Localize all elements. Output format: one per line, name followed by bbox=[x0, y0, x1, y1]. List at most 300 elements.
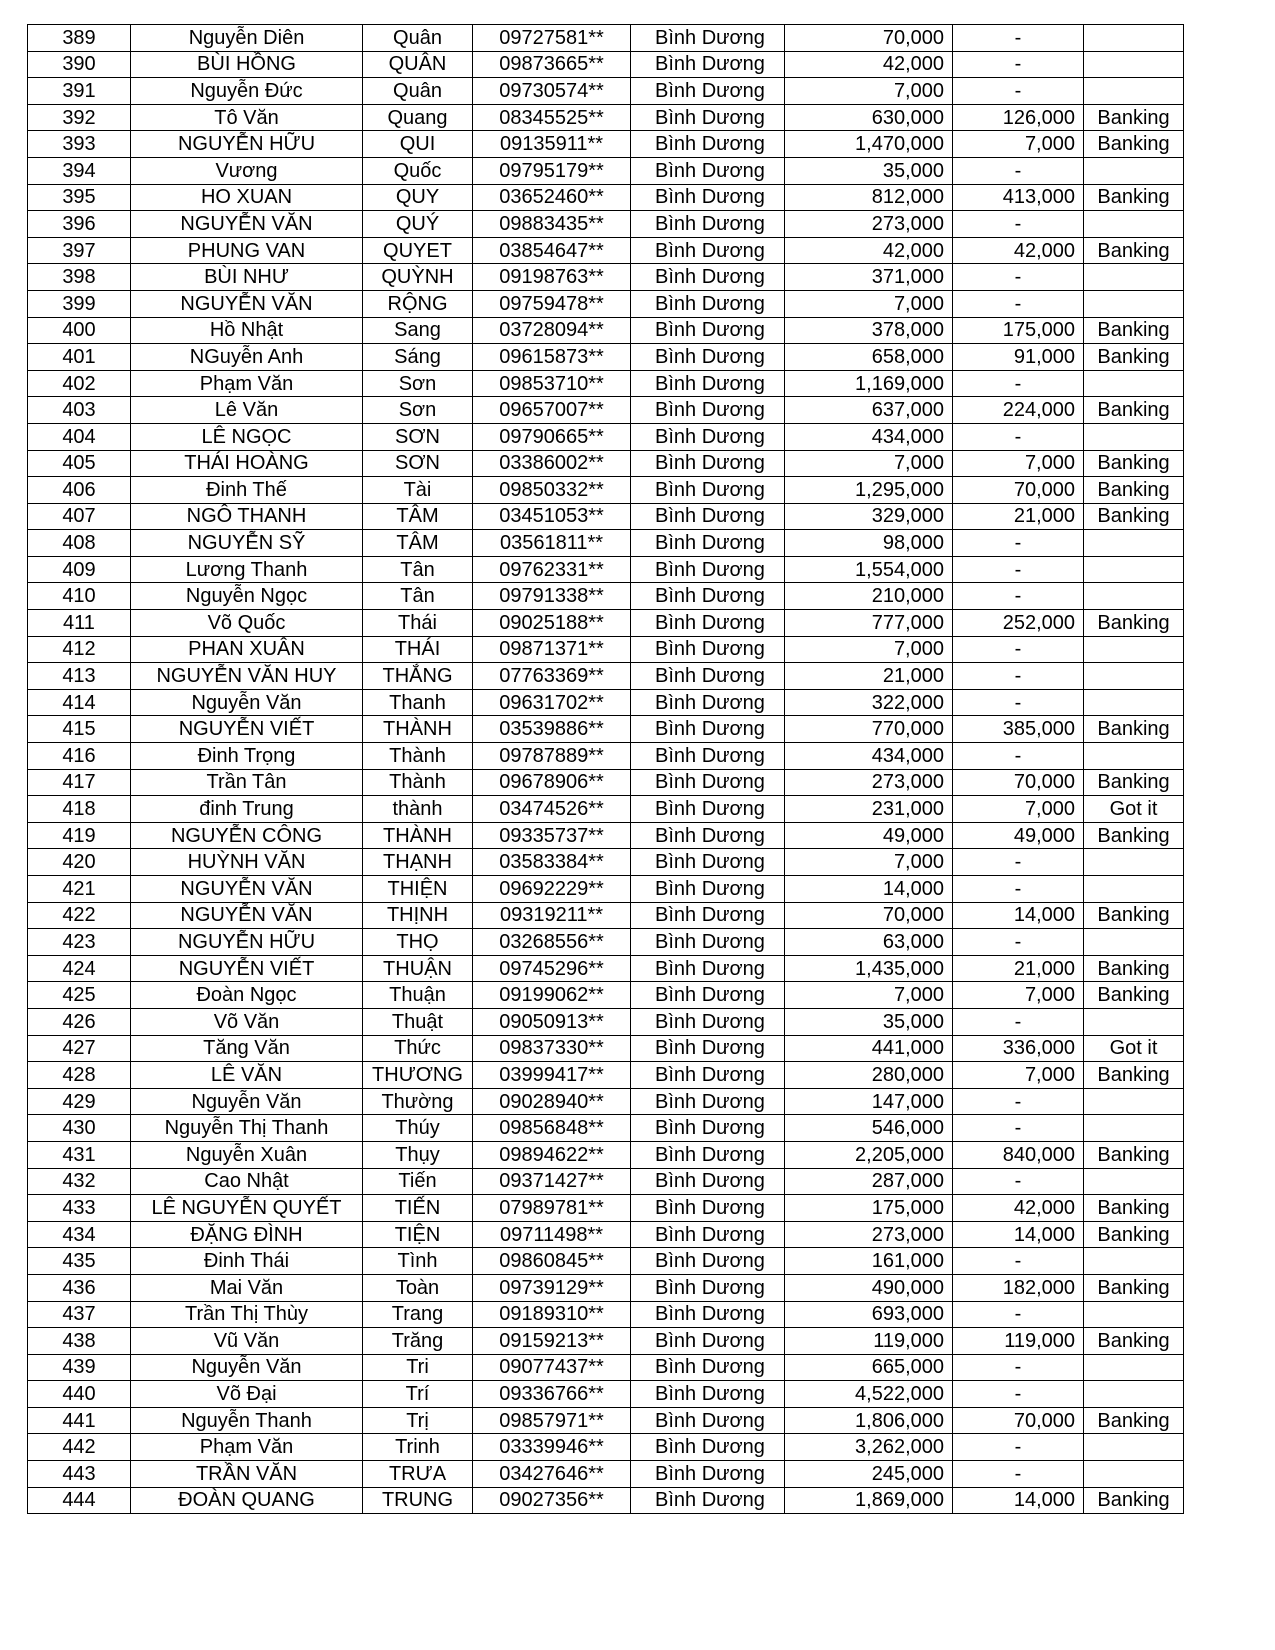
table-row bbox=[28, 1088, 1184, 1115]
phone-number-cell: 09336766** bbox=[473, 1381, 631, 1408]
payment-method-cell bbox=[1084, 876, 1184, 903]
table-row bbox=[28, 583, 1184, 610]
payment-method-cell: Banking bbox=[1084, 477, 1184, 504]
paid-amount-cell: - bbox=[953, 743, 1084, 770]
payment-method-cell: Banking bbox=[1084, 317, 1184, 344]
table-row bbox=[28, 849, 1184, 876]
table-row bbox=[28, 503, 1184, 530]
first-name-cell: thành bbox=[363, 796, 473, 823]
last-name-cell: Đoàn Ngọc bbox=[131, 982, 363, 1009]
last-name-cell: LÊ VĂN bbox=[131, 1062, 363, 1089]
province-cell: Bình Dương bbox=[631, 317, 785, 344]
last-name-cell: Cao Nhật bbox=[131, 1168, 363, 1195]
row-number-cell: 395 bbox=[28, 184, 131, 211]
row-number-cell: 442 bbox=[28, 1434, 131, 1461]
amount-cell: 329,000 bbox=[785, 503, 953, 530]
first-name-cell: Quân bbox=[363, 25, 473, 52]
amount-cell: 490,000 bbox=[785, 1274, 953, 1301]
payment-method-cell bbox=[1084, 423, 1184, 450]
province-cell: Bình Dương bbox=[631, 1461, 785, 1488]
row-number-cell: 398 bbox=[28, 264, 131, 291]
phone-number-cell: 09657007** bbox=[473, 397, 631, 424]
amount-cell: 7,000 bbox=[785, 290, 953, 317]
table-row bbox=[28, 929, 1184, 956]
payment-method-cell bbox=[1084, 1115, 1184, 1142]
province-cell: Bình Dương bbox=[631, 849, 785, 876]
amount-cell: 434,000 bbox=[785, 743, 953, 770]
table-row bbox=[28, 397, 1184, 424]
phone-number-cell: 09883435** bbox=[473, 211, 631, 238]
row-number-cell: 397 bbox=[28, 237, 131, 264]
payment-method-cell: Banking bbox=[1084, 1407, 1184, 1434]
first-name-cell: Tài bbox=[363, 477, 473, 504]
province-cell: Bình Dương bbox=[631, 1354, 785, 1381]
phone-number-cell: 08345525** bbox=[473, 104, 631, 131]
paid-amount-cell: 7,000 bbox=[953, 982, 1084, 1009]
province-cell: Bình Dương bbox=[631, 1221, 785, 1248]
first-name-cell: Thành bbox=[363, 743, 473, 770]
phone-number-cell: 09028940** bbox=[473, 1088, 631, 1115]
last-name-cell: Trần Tân bbox=[131, 769, 363, 796]
province-cell: Bình Dương bbox=[631, 1035, 785, 1062]
first-name-cell: THIỆN bbox=[363, 876, 473, 903]
phone-number-cell: 09077437** bbox=[473, 1354, 631, 1381]
last-name-cell: NGUYỄN VĂN HUY bbox=[131, 663, 363, 690]
phone-number-cell: 09745296** bbox=[473, 955, 631, 982]
province-cell: Bình Dương bbox=[631, 104, 785, 131]
amount-cell: 434,000 bbox=[785, 423, 953, 450]
last-name-cell: Mai Văn bbox=[131, 1274, 363, 1301]
last-name-cell: NGUYỄN VĂN bbox=[131, 290, 363, 317]
last-name-cell: LÊ NGUYỄN QUYẾT bbox=[131, 1195, 363, 1222]
amount-cell: 147,000 bbox=[785, 1088, 953, 1115]
amount-cell: 280,000 bbox=[785, 1062, 953, 1089]
table-row bbox=[28, 1434, 1184, 1461]
table-row bbox=[28, 184, 1184, 211]
first-name-cell: TÂM bbox=[363, 503, 473, 530]
amount-cell: 245,000 bbox=[785, 1461, 953, 1488]
row-number-cell: 394 bbox=[28, 157, 131, 184]
first-name-cell: THỊNH bbox=[363, 902, 473, 929]
amount-cell: 4,522,000 bbox=[785, 1381, 953, 1408]
table-row bbox=[28, 1461, 1184, 1488]
first-name-cell: Thúy bbox=[363, 1115, 473, 1142]
last-name-cell: NGUYỄN HỮU bbox=[131, 929, 363, 956]
province-cell: Bình Dương bbox=[631, 370, 785, 397]
payment-method-cell: Banking bbox=[1084, 1141, 1184, 1168]
row-number-cell: 414 bbox=[28, 689, 131, 716]
row-number-cell: 433 bbox=[28, 1195, 131, 1222]
province-cell: Bình Dương bbox=[631, 716, 785, 743]
province-cell: Bình Dương bbox=[631, 1274, 785, 1301]
last-name-cell: NGÔ THANH bbox=[131, 503, 363, 530]
first-name-cell: Thụy bbox=[363, 1141, 473, 1168]
phone-number-cell: 09050913** bbox=[473, 1008, 631, 1035]
row-number-cell: 437 bbox=[28, 1301, 131, 1328]
row-number-cell: 424 bbox=[28, 955, 131, 982]
first-name-cell: Trinh bbox=[363, 1434, 473, 1461]
province-cell: Bình Dương bbox=[631, 1168, 785, 1195]
paid-amount-cell: 21,000 bbox=[953, 503, 1084, 530]
payment-method-cell: Banking bbox=[1084, 131, 1184, 158]
payment-method-cell: Banking bbox=[1084, 982, 1184, 1009]
paid-amount-cell: - bbox=[953, 530, 1084, 557]
phone-number-cell: 09856848** bbox=[473, 1115, 631, 1142]
amount-cell: 273,000 bbox=[785, 1221, 953, 1248]
table-row bbox=[28, 1221, 1184, 1248]
row-number-cell: 399 bbox=[28, 290, 131, 317]
last-name-cell: Nguyễn Văn bbox=[131, 1354, 363, 1381]
payment-method-cell: Banking bbox=[1084, 344, 1184, 371]
table-row bbox=[28, 876, 1184, 903]
paid-amount-cell: 42,000 bbox=[953, 237, 1084, 264]
amount-cell: 7,000 bbox=[785, 78, 953, 105]
phone-number-cell: 09730574** bbox=[473, 78, 631, 105]
amount-cell: 7,000 bbox=[785, 450, 953, 477]
customer-table bbox=[27, 24, 1184, 1514]
last-name-cell: THÁI HOÀNG bbox=[131, 450, 363, 477]
last-name-cell: Phạm Văn bbox=[131, 370, 363, 397]
payment-method-cell bbox=[1084, 1434, 1184, 1461]
amount-cell: 378,000 bbox=[785, 317, 953, 344]
first-name-cell: TRUNG bbox=[363, 1487, 473, 1514]
payment-method-cell bbox=[1084, 264, 1184, 291]
row-number-cell: 444 bbox=[28, 1487, 131, 1514]
amount-cell: 42,000 bbox=[785, 237, 953, 264]
phone-number-cell: 03583384** bbox=[473, 849, 631, 876]
paid-amount-cell: 14,000 bbox=[953, 902, 1084, 929]
payment-method-cell: Got it bbox=[1084, 1035, 1184, 1062]
row-number-cell: 406 bbox=[28, 477, 131, 504]
phone-number-cell: 03451053** bbox=[473, 503, 631, 530]
province-cell: Bình Dương bbox=[631, 610, 785, 637]
first-name-cell: Thành bbox=[363, 769, 473, 796]
phone-number-cell: 09631702** bbox=[473, 689, 631, 716]
first-name-cell: TIẾN bbox=[363, 1195, 473, 1222]
last-name-cell: Vũ Văn bbox=[131, 1328, 363, 1355]
row-number-cell: 432 bbox=[28, 1168, 131, 1195]
last-name-cell: TRẦN VĂN bbox=[131, 1461, 363, 1488]
last-name-cell: Nguyễn Đức bbox=[131, 78, 363, 105]
table-row bbox=[28, 1487, 1184, 1514]
paid-amount-cell: 119,000 bbox=[953, 1328, 1084, 1355]
paid-amount-cell: - bbox=[953, 157, 1084, 184]
row-number-cell: 426 bbox=[28, 1008, 131, 1035]
paid-amount-cell: - bbox=[953, 290, 1084, 317]
payment-method-cell: Banking bbox=[1084, 610, 1184, 637]
paid-amount-cell: - bbox=[953, 51, 1084, 78]
last-name-cell: NGUYỄN CÔNG bbox=[131, 822, 363, 849]
amount-cell: 119,000 bbox=[785, 1328, 953, 1355]
payment-method-cell bbox=[1084, 929, 1184, 956]
row-number-cell: 439 bbox=[28, 1354, 131, 1381]
table-row bbox=[28, 822, 1184, 849]
amount-cell: 70,000 bbox=[785, 25, 953, 52]
paid-amount-cell: - bbox=[953, 1088, 1084, 1115]
last-name-cell: NGUYỄN VIẾT bbox=[131, 716, 363, 743]
row-number-cell: 409 bbox=[28, 556, 131, 583]
table-row bbox=[28, 556, 1184, 583]
row-number-cell: 402 bbox=[28, 370, 131, 397]
last-name-cell: BÙI NHƯ bbox=[131, 264, 363, 291]
payment-method-cell: Banking bbox=[1084, 716, 1184, 743]
table-row bbox=[28, 636, 1184, 663]
phone-number-cell: 03386002** bbox=[473, 450, 631, 477]
payment-method-cell bbox=[1084, 849, 1184, 876]
table-row bbox=[28, 663, 1184, 690]
province-cell: Bình Dương bbox=[631, 1301, 785, 1328]
amount-cell: 1,470,000 bbox=[785, 131, 953, 158]
paid-amount-cell: - bbox=[953, 1461, 1084, 1488]
phone-number-cell: 09873665** bbox=[473, 51, 631, 78]
payment-method-cell: Got it bbox=[1084, 796, 1184, 823]
first-name-cell: SƠN bbox=[363, 423, 473, 450]
table-row bbox=[28, 769, 1184, 796]
phone-number-cell: 09857971** bbox=[473, 1407, 631, 1434]
payment-method-cell bbox=[1084, 370, 1184, 397]
phone-number-cell: 07763369** bbox=[473, 663, 631, 690]
first-name-cell: Tình bbox=[363, 1248, 473, 1275]
table-row bbox=[28, 1354, 1184, 1381]
last-name-cell: Tô Văn bbox=[131, 104, 363, 131]
row-number-cell: 389 bbox=[28, 25, 131, 52]
first-name-cell: Thường bbox=[363, 1088, 473, 1115]
payment-method-cell bbox=[1084, 25, 1184, 52]
table-row bbox=[28, 370, 1184, 397]
phone-number-cell: 09319211** bbox=[473, 902, 631, 929]
amount-cell: 1,435,000 bbox=[785, 955, 953, 982]
paid-amount-cell: - bbox=[953, 211, 1084, 238]
payment-method-cell bbox=[1084, 1381, 1184, 1408]
province-cell: Bình Dương bbox=[631, 25, 785, 52]
paid-amount-cell: - bbox=[953, 636, 1084, 663]
province-cell: Bình Dương bbox=[631, 397, 785, 424]
table-row bbox=[28, 1301, 1184, 1328]
amount-cell: 273,000 bbox=[785, 769, 953, 796]
phone-number-cell: 09025188** bbox=[473, 610, 631, 637]
phone-number-cell: 03268556** bbox=[473, 929, 631, 956]
payment-method-cell bbox=[1084, 157, 1184, 184]
table-row bbox=[28, 1274, 1184, 1301]
last-name-cell: NGUYỄN VĂN bbox=[131, 211, 363, 238]
paid-amount-cell: - bbox=[953, 663, 1084, 690]
last-name-cell: NGUYỄN VĂN bbox=[131, 876, 363, 903]
province-cell: Bình Dương bbox=[631, 796, 785, 823]
row-number-cell: 411 bbox=[28, 610, 131, 637]
table-row bbox=[28, 1168, 1184, 1195]
table-row bbox=[28, 1115, 1184, 1142]
province-cell: Bình Dương bbox=[631, 78, 785, 105]
amount-cell: 273,000 bbox=[785, 211, 953, 238]
province-cell: Bình Dương bbox=[631, 982, 785, 1009]
payment-method-cell bbox=[1084, 1168, 1184, 1195]
payment-method-cell bbox=[1084, 689, 1184, 716]
table-row bbox=[28, 1195, 1184, 1222]
paid-amount-cell: - bbox=[953, 1168, 1084, 1195]
paid-amount-cell: - bbox=[953, 264, 1084, 291]
amount-cell: 49,000 bbox=[785, 822, 953, 849]
phone-number-cell: 03474526** bbox=[473, 796, 631, 823]
table-row bbox=[28, 131, 1184, 158]
payment-method-cell bbox=[1084, 663, 1184, 690]
row-number-cell: 420 bbox=[28, 849, 131, 876]
row-number-cell: 429 bbox=[28, 1088, 131, 1115]
payment-method-cell: Banking bbox=[1084, 237, 1184, 264]
first-name-cell: Thuận bbox=[363, 982, 473, 1009]
payment-method-cell bbox=[1084, 51, 1184, 78]
amount-cell: 161,000 bbox=[785, 1248, 953, 1275]
payment-method-cell: Banking bbox=[1084, 1487, 1184, 1514]
amount-cell: 42,000 bbox=[785, 51, 953, 78]
province-cell: Bình Dương bbox=[631, 1328, 785, 1355]
paid-amount-cell: 126,000 bbox=[953, 104, 1084, 131]
province-cell: Bình Dương bbox=[631, 344, 785, 371]
amount-cell: 777,000 bbox=[785, 610, 953, 637]
first-name-cell: Trăng bbox=[363, 1328, 473, 1355]
payment-method-cell bbox=[1084, 636, 1184, 663]
row-number-cell: 423 bbox=[28, 929, 131, 956]
province-cell: Bình Dương bbox=[631, 1487, 785, 1514]
first-name-cell: QUY bbox=[363, 184, 473, 211]
province-cell: Bình Dương bbox=[631, 477, 785, 504]
row-number-cell: 421 bbox=[28, 876, 131, 903]
paid-amount-cell: 252,000 bbox=[953, 610, 1084, 637]
first-name-cell: Tân bbox=[363, 583, 473, 610]
last-name-cell: Nguyễn Diên bbox=[131, 25, 363, 52]
province-cell: Bình Dương bbox=[631, 1407, 785, 1434]
row-number-cell: 438 bbox=[28, 1328, 131, 1355]
first-name-cell: THẮNG bbox=[363, 663, 473, 690]
first-name-cell: Sơn bbox=[363, 397, 473, 424]
row-number-cell: 419 bbox=[28, 822, 131, 849]
province-cell: Bình Dương bbox=[631, 131, 785, 158]
province-cell: Bình Dương bbox=[631, 1062, 785, 1089]
first-name-cell: Quân bbox=[363, 78, 473, 105]
amount-cell: 665,000 bbox=[785, 1354, 953, 1381]
payment-method-cell: Banking bbox=[1084, 1274, 1184, 1301]
province-cell: Bình Dương bbox=[631, 450, 785, 477]
phone-number-cell: 09189310** bbox=[473, 1301, 631, 1328]
amount-cell: 441,000 bbox=[785, 1035, 953, 1062]
payment-method-cell bbox=[1084, 1248, 1184, 1275]
payment-method-cell: Banking bbox=[1084, 1195, 1184, 1222]
amount-cell: 210,000 bbox=[785, 583, 953, 610]
row-number-cell: 441 bbox=[28, 1407, 131, 1434]
row-number-cell: 435 bbox=[28, 1248, 131, 1275]
first-name-cell: Trang bbox=[363, 1301, 473, 1328]
last-name-cell: ĐOÀN QUANG bbox=[131, 1487, 363, 1514]
amount-cell: 35,000 bbox=[785, 157, 953, 184]
row-number-cell: 392 bbox=[28, 104, 131, 131]
phone-number-cell: 09853710** bbox=[473, 370, 631, 397]
payment-method-cell: Banking bbox=[1084, 503, 1184, 530]
amount-cell: 63,000 bbox=[785, 929, 953, 956]
province-cell: Bình Dương bbox=[631, 423, 785, 450]
table-row bbox=[28, 264, 1184, 291]
province-cell: Bình Dương bbox=[631, 769, 785, 796]
row-number-cell: 425 bbox=[28, 982, 131, 1009]
paid-amount-cell: 70,000 bbox=[953, 477, 1084, 504]
last-name-cell: Võ Văn bbox=[131, 1008, 363, 1035]
last-name-cell: NGUYỄN SỸ bbox=[131, 530, 363, 557]
table-row bbox=[28, 530, 1184, 557]
amount-cell: 812,000 bbox=[785, 184, 953, 211]
amount-cell: 98,000 bbox=[785, 530, 953, 557]
first-name-cell: TÂM bbox=[363, 530, 473, 557]
province-cell: Bình Dương bbox=[631, 955, 785, 982]
first-name-cell: THÀNH bbox=[363, 716, 473, 743]
phone-number-cell: 03728094** bbox=[473, 317, 631, 344]
amount-cell: 70,000 bbox=[785, 902, 953, 929]
amount-cell: 1,869,000 bbox=[785, 1487, 953, 1514]
last-name-cell: NGUYỄN VIẾT bbox=[131, 955, 363, 982]
last-name-cell: Lê Văn bbox=[131, 397, 363, 424]
paid-amount-cell: - bbox=[953, 1354, 1084, 1381]
paid-amount-cell: - bbox=[953, 689, 1084, 716]
payment-method-cell bbox=[1084, 530, 1184, 557]
table-row bbox=[28, 450, 1184, 477]
phone-number-cell: 09027356** bbox=[473, 1487, 631, 1514]
last-name-cell: NGUYỄN HỮU bbox=[131, 131, 363, 158]
last-name-cell: Nguyễn Thị Thanh bbox=[131, 1115, 363, 1142]
last-name-cell: PHAN XUÂN bbox=[131, 636, 363, 663]
province-cell: Bình Dương bbox=[631, 1088, 785, 1115]
table-row bbox=[28, 982, 1184, 1009]
paid-amount-cell: - bbox=[953, 583, 1084, 610]
province-cell: Bình Dương bbox=[631, 51, 785, 78]
phone-number-cell: 09159213** bbox=[473, 1328, 631, 1355]
table-row bbox=[28, 1407, 1184, 1434]
last-name-cell: Nguyễn Xuân bbox=[131, 1141, 363, 1168]
first-name-cell: THÁI bbox=[363, 636, 473, 663]
paid-amount-cell: - bbox=[953, 556, 1084, 583]
phone-number-cell: 09791338** bbox=[473, 583, 631, 610]
table-row bbox=[28, 1328, 1184, 1355]
amount-cell: 231,000 bbox=[785, 796, 953, 823]
first-name-cell: THÀNH bbox=[363, 822, 473, 849]
last-name-cell: Lương Thanh bbox=[131, 556, 363, 583]
paid-amount-cell: 70,000 bbox=[953, 1407, 1084, 1434]
province-cell: Bình Dương bbox=[631, 290, 785, 317]
row-number-cell: 431 bbox=[28, 1141, 131, 1168]
payment-method-cell: Banking bbox=[1084, 450, 1184, 477]
table-row bbox=[28, 477, 1184, 504]
province-cell: Bình Dương bbox=[631, 264, 785, 291]
province-cell: Bình Dương bbox=[631, 929, 785, 956]
last-name-cell: Vương bbox=[131, 157, 363, 184]
province-cell: Bình Dương bbox=[631, 556, 785, 583]
first-name-cell: Trí bbox=[363, 1381, 473, 1408]
row-number-cell: 443 bbox=[28, 1461, 131, 1488]
first-name-cell: QUÝ bbox=[363, 211, 473, 238]
table-row bbox=[28, 423, 1184, 450]
payment-method-cell: Banking bbox=[1084, 104, 1184, 131]
first-name-cell: QUI bbox=[363, 131, 473, 158]
amount-cell: 3,262,000 bbox=[785, 1434, 953, 1461]
payment-method-cell: Banking bbox=[1084, 902, 1184, 929]
paid-amount-cell: - bbox=[953, 1248, 1084, 1275]
payment-method-cell: Banking bbox=[1084, 1328, 1184, 1355]
phone-number-cell: 09739129** bbox=[473, 1274, 631, 1301]
amount-cell: 371,000 bbox=[785, 264, 953, 291]
row-number-cell: 422 bbox=[28, 902, 131, 929]
paid-amount-cell: - bbox=[953, 25, 1084, 52]
paid-amount-cell: - bbox=[953, 370, 1084, 397]
province-cell: Bình Dương bbox=[631, 237, 785, 264]
amount-cell: 1,169,000 bbox=[785, 370, 953, 397]
phone-number-cell: 03999417** bbox=[473, 1062, 631, 1089]
first-name-cell: QUÂN bbox=[363, 51, 473, 78]
